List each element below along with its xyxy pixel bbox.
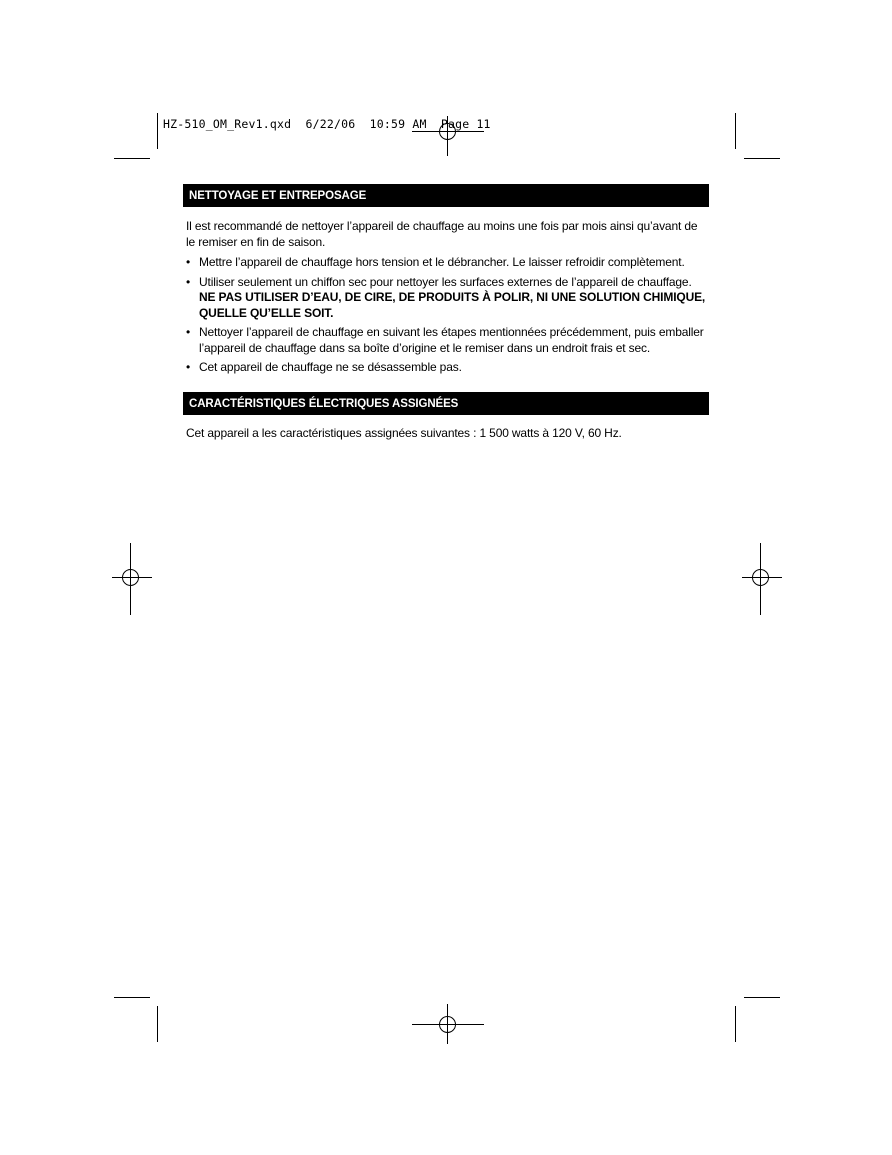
section-header-electrical-ratings: CARACTÉRISTIQUES ÉLECTRIQUES ASSIGNÉES xyxy=(183,392,709,415)
bullet-icon: • xyxy=(186,325,191,339)
list-item-text: Mettre l’appareil de chauffage hors tension et le débrancher. Le laisser refroidir complètement. xyxy=(199,255,685,269)
list-item xyxy=(186,360,709,376)
cleaning-intro: Il est recommandé de nettoyer l’appareil de chauffage au moins une fois par mois ainsi qu’avant de le remiser en fin de saison. xyxy=(186,219,698,249)
cleaning-steps-list xyxy=(183,255,709,376)
list-item-text: Nettoyer l’appareil de chauffage en suivant les étapes mentionnées précédemment, puis emballer l’appareil de chauffage dans sa boîte d’origine et le remiser dans un endroit frais et sec. xyxy=(199,325,704,355)
registration-mark-icon xyxy=(112,543,152,615)
bullet-icon: • xyxy=(186,360,191,374)
section-header-cleaning: NETTOYAGE ET ENTREPOSAGE xyxy=(183,184,709,207)
registration-mark-icon xyxy=(412,116,484,156)
list-item xyxy=(186,275,709,322)
crop-mark-bottom-left xyxy=(114,994,164,1044)
print-slug: HZ-510_OM_Rev1.qxd 6/22/06 10:59 AM Page 11 xyxy=(163,117,491,131)
registration-mark-icon xyxy=(742,543,782,615)
electrical-ratings-text: Cet appareil a les caractéristiques assignées suivantes : 1 500 watts à 120 V, 60 Hz. xyxy=(186,425,622,440)
warning-text: NE PAS UTILISER D’EAU, DE CIRE, DE PRODUITS À POLIR, NI UNE SOLUTION CHIMIQUE, QUELLE QU’ELLE SOIT. xyxy=(199,290,706,320)
crop-mark-bottom-right xyxy=(730,994,780,1044)
crop-mark-top-left xyxy=(114,113,164,163)
manual-page-content xyxy=(183,184,709,441)
bullet-icon: • xyxy=(186,274,191,289)
list-item-text: Utiliser seulement un chiffon sec pour nettoyer les surfaces externes de l’appareil de chauffage. xyxy=(199,274,692,289)
bullet-icon: • xyxy=(186,255,191,269)
crop-mark-top-right xyxy=(730,113,780,163)
list-item xyxy=(186,255,709,271)
list-item-text: Cet appareil de chauffage ne se désassemble pas. xyxy=(199,360,462,374)
list-item xyxy=(186,325,709,356)
registration-mark-icon xyxy=(412,1004,484,1044)
